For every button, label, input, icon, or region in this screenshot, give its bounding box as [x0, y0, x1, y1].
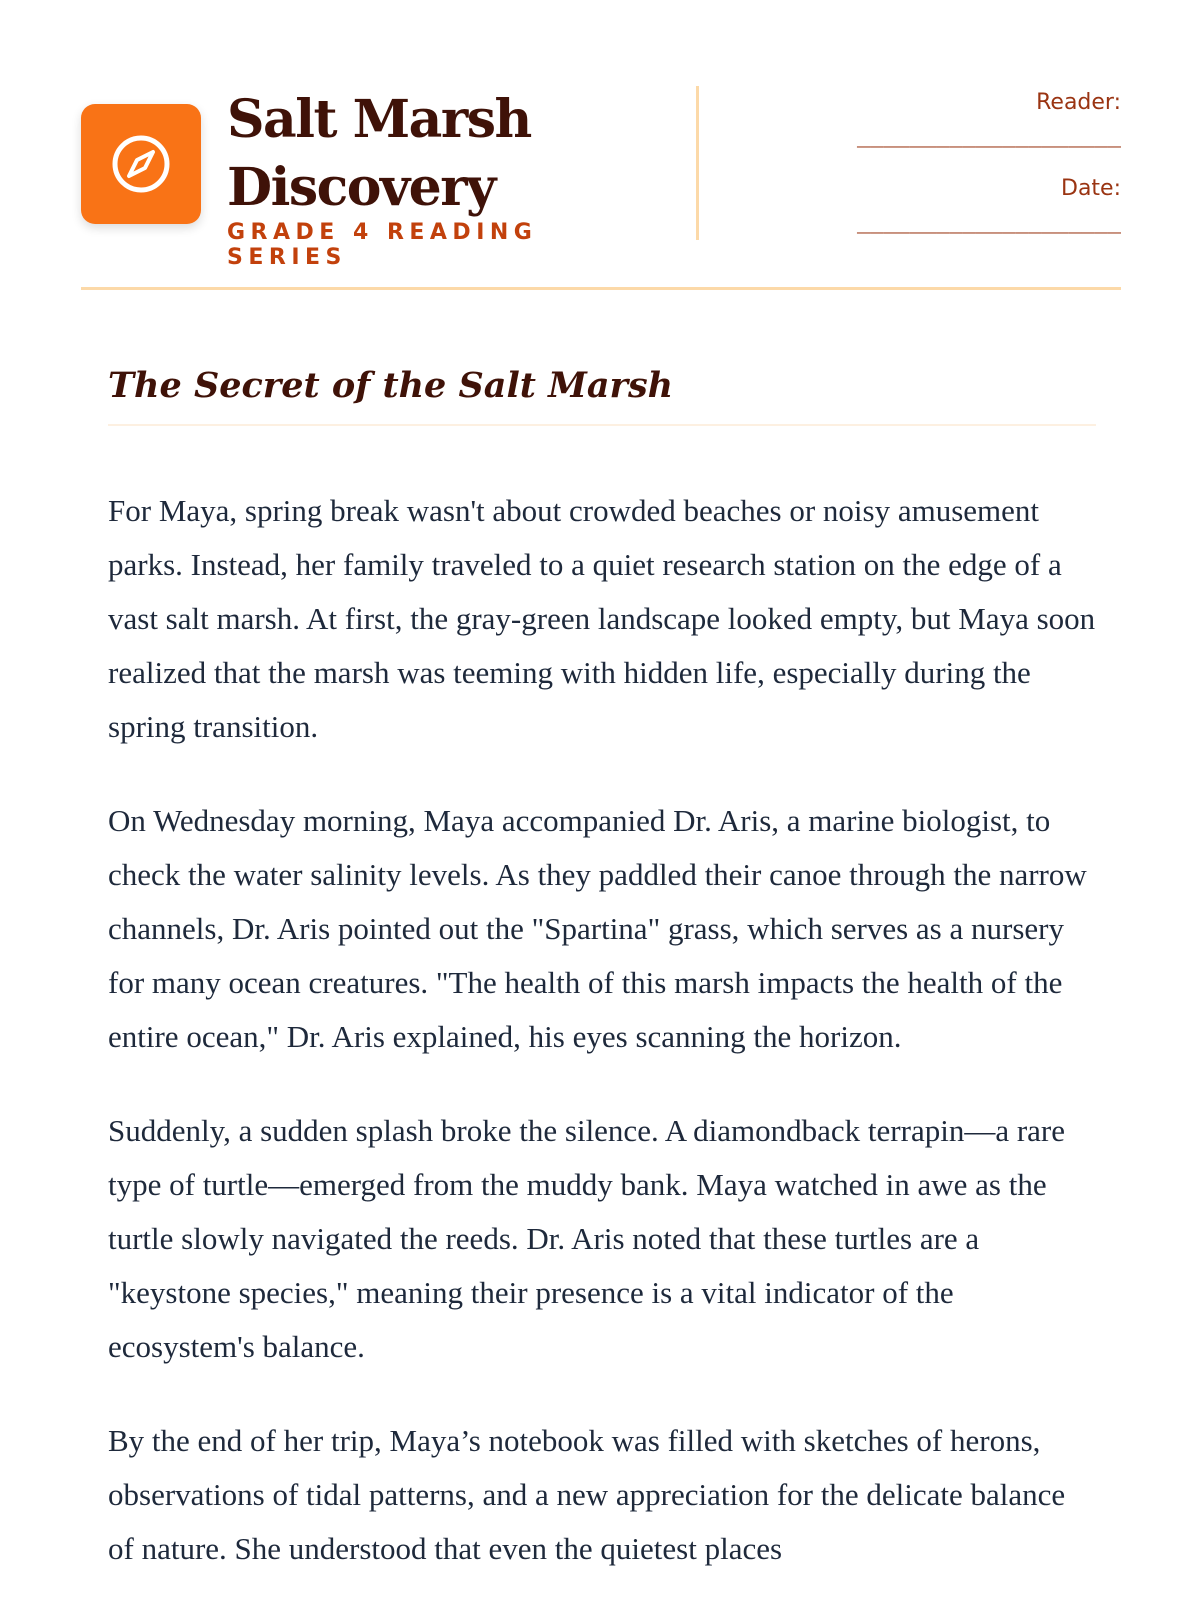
reader-info — [781, 86, 1121, 258]
header-rule — [81, 287, 1121, 290]
header-divider — [696, 86, 699, 240]
story-title: The Secret of the Salt Marsh — [108, 356, 1096, 426]
story-paragraph: On Wednesday morning, Maya accompanied Dr. Aris, a marine biologist, to check the water salinity levels. As they paddled their canoe through the narrow channels, Dr. Aris pointed out the "Spartina" grass, which serves as a nursery for many ocean creatures. "The health of this marsh impacts the health of the entire ocean," Dr. Aris explained, his eyes scanning the horizon. — [108, 803, 1087, 1054]
reader-name-blank[interactable]: ____________________ — [856, 127, 1121, 152]
story-paragraph: By the end of her trip, Maya’s notebook was filled with sketches of herons, observations of tidal patterns, and a new appreciation for the delicate balance of nature. She understood that even the quietest places — [108, 1423, 1066, 1566]
title-block — [227, 86, 667, 270]
date-label: Date: — [1061, 176, 1121, 201]
logo — [81, 104, 201, 224]
reader-label: Reader: — [1036, 90, 1121, 115]
series-title: Salt Marsh Discovery — [227, 89, 531, 218]
compass-icon — [110, 133, 172, 195]
story-paragraph: Suddenly, a sudden splash broke the silence. A diamondback terrapin—a rare type of turtle—emerged from the muddy bank. Maya watched in awe as the turtle slowly navigated the reeds. Dr. Aris noted that these turtles are a "keystone species," meaning their presence is a vital indicator of the ecosystem's balance. — [108, 1113, 1065, 1364]
story — [108, 356, 1096, 1576]
date-blank[interactable]: ____________________ — [856, 213, 1121, 238]
worksheet-header — [81, 86, 1121, 270]
series-subtitle: GRADE 4 READING SERIES — [227, 220, 538, 270]
story-paragraph: For Maya, spring break wasn't about crowded beaches or noisy amusement parks. Instead, her family traveled to a quiet research station on the edge of a vast salt marsh. At first, the gray-green landscape looked empty, but Maya soon realized that the marsh was teeming with hidden life, especially during the spring transition. — [108, 493, 1096, 744]
